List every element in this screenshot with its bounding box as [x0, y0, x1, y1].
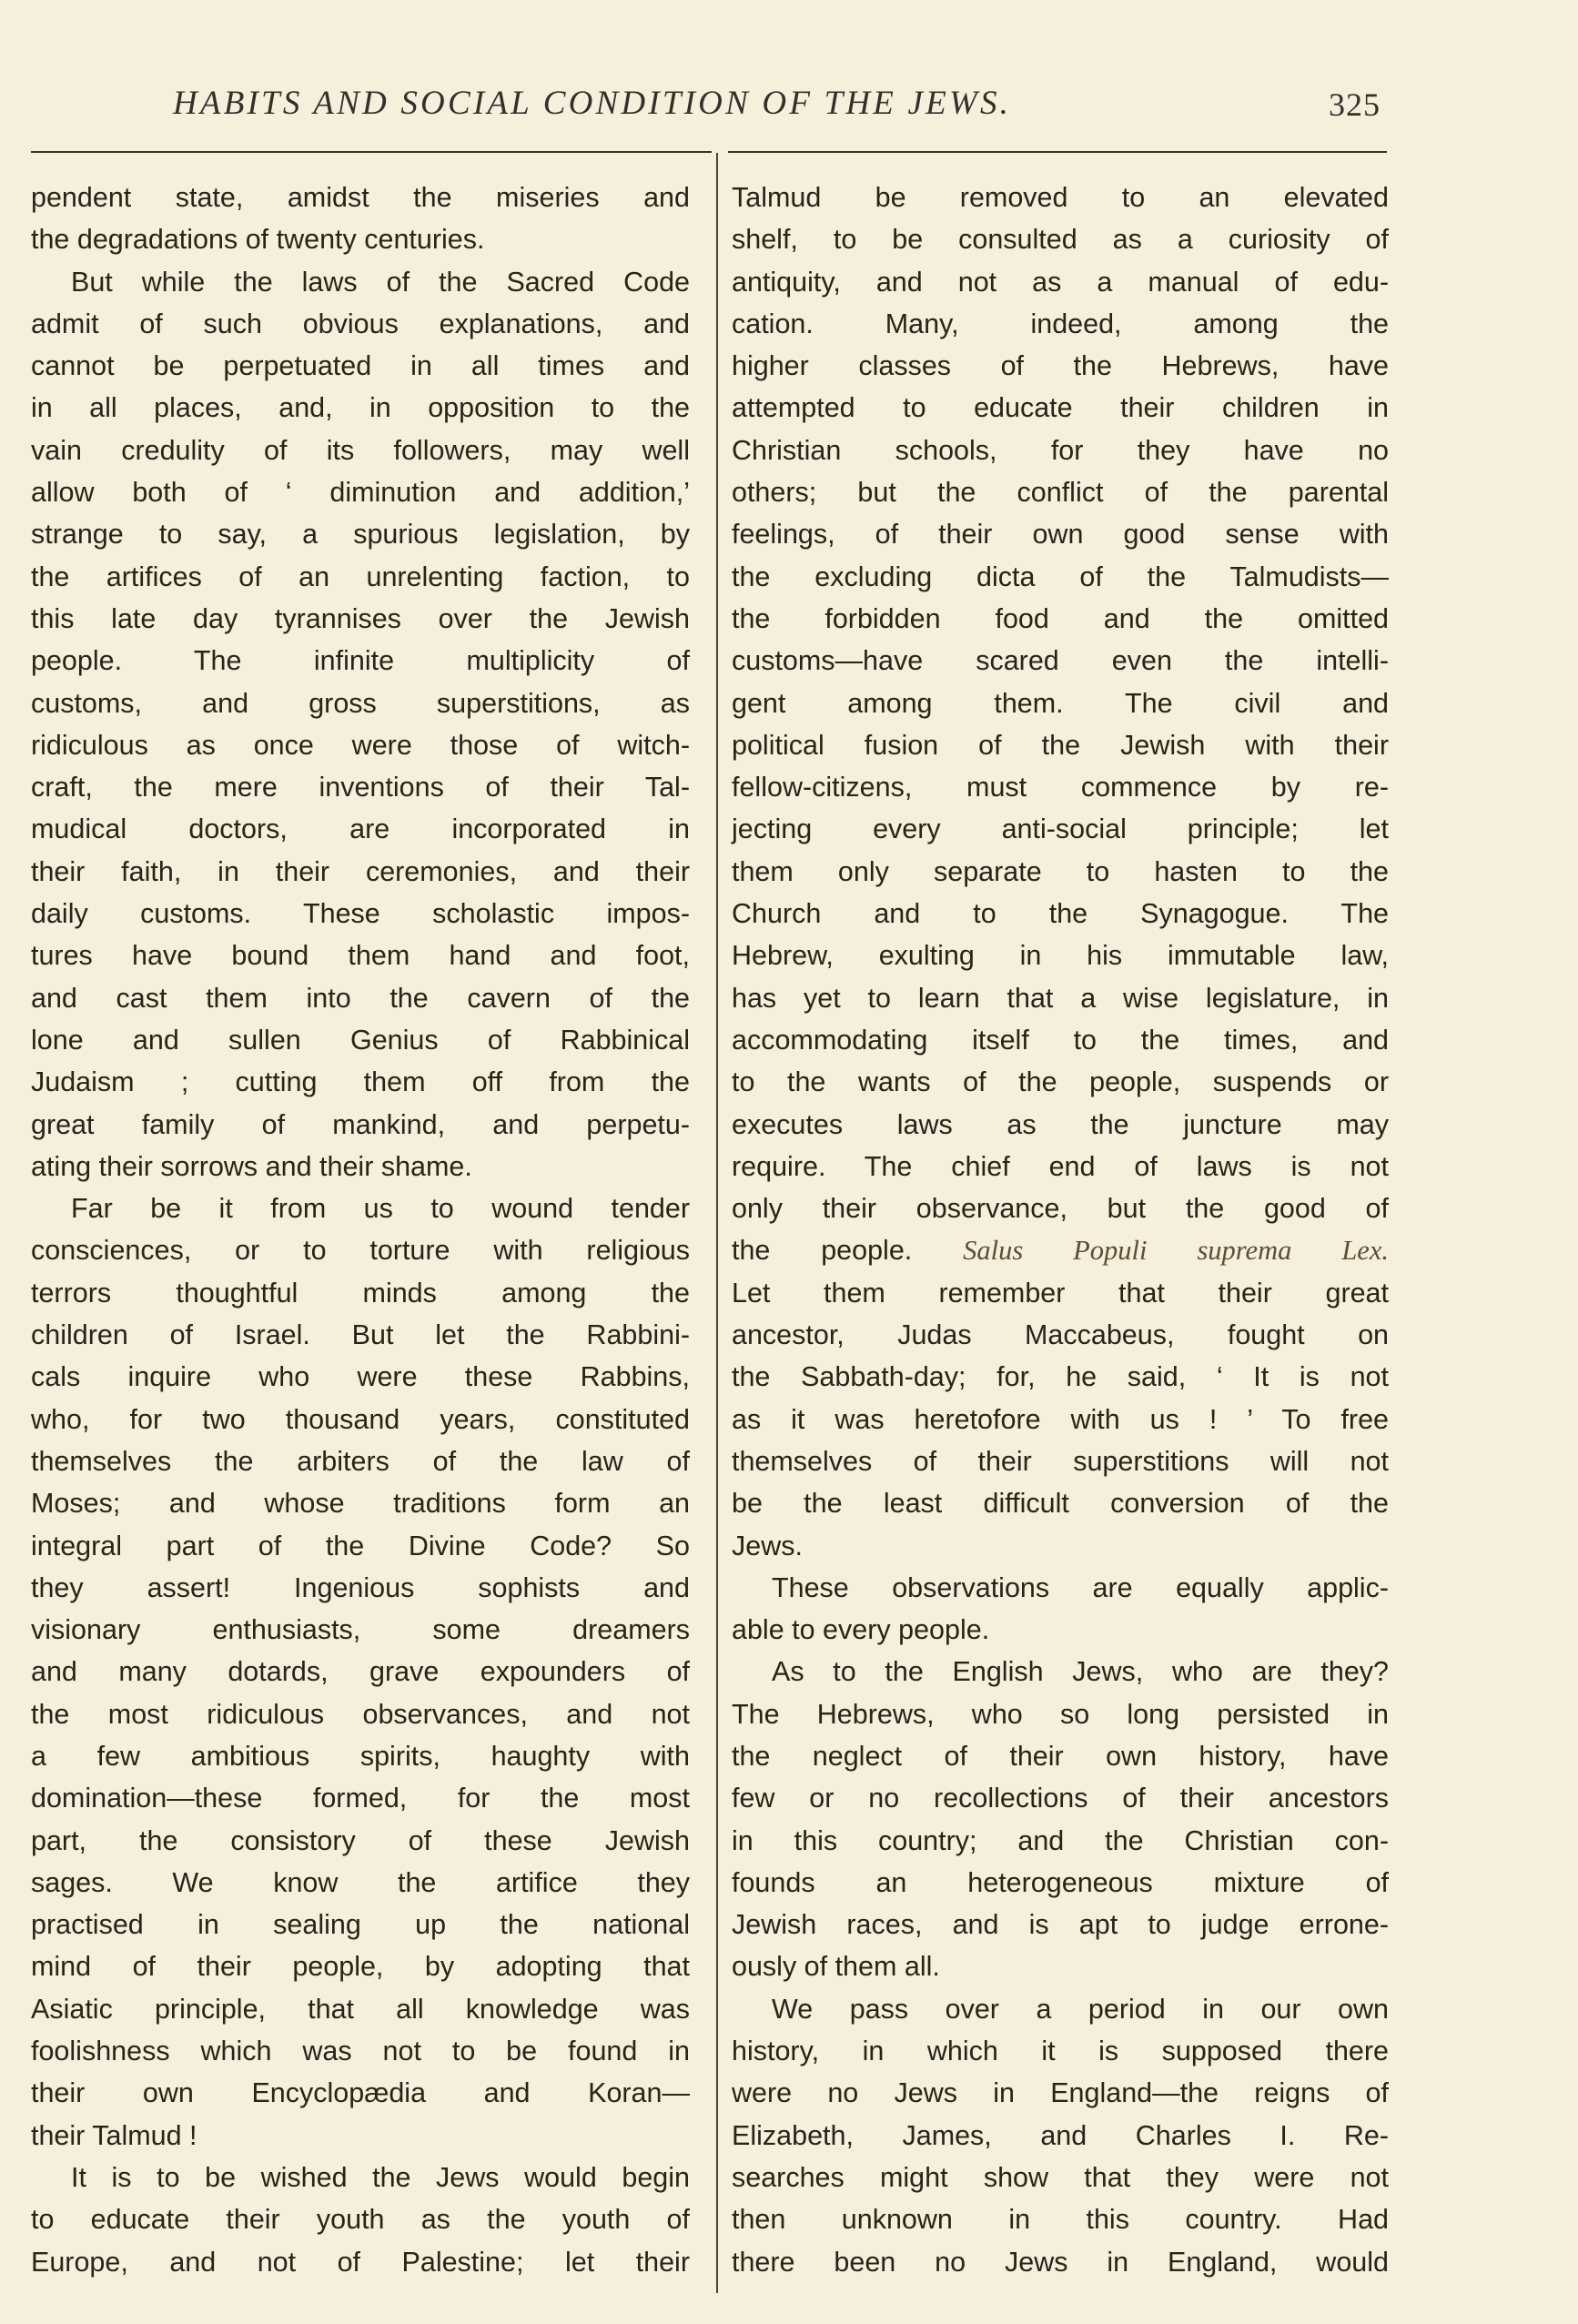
- line-text: only their observance, but the good of: [732, 1193, 1389, 1225]
- left-text-column: [31, 177, 690, 2283]
- line-text: ridiculous as once were those of witch-: [31, 729, 690, 761]
- text-line: [31, 2198, 690, 2240]
- text-line: [732, 345, 1389, 387]
- line-text: domination—these formed, for the most: [31, 1783, 690, 1814]
- text-line: [31, 2030, 690, 2072]
- line-text: they assert! Ingenious sophists and: [31, 1571, 690, 1603]
- line-text: mudical doctors, are incorporated in: [31, 813, 690, 845]
- line-text: to the wants of the people, suspends or: [732, 1066, 1389, 1098]
- text-line: [732, 977, 1389, 1019]
- text-line: [732, 387, 1389, 429]
- text-line: [732, 1356, 1389, 1398]
- text-line: [732, 1229, 1389, 1271]
- line-text: political fusion of the Jewish with their: [732, 729, 1389, 761]
- line-text: practised in sealing up the national: [31, 1909, 690, 1941]
- text-line: [31, 1019, 690, 1061]
- text-line: [31, 808, 690, 850]
- text-line: [31, 640, 690, 682]
- text-line: [732, 556, 1389, 598]
- line-text: who, for two thousand years, constituted: [31, 1403, 690, 1435]
- line-text: has yet to learn that a wise legislature, in: [732, 982, 1389, 1014]
- text-line: [732, 1482, 1389, 1524]
- line-text: in this country; and the Christian con-: [732, 1824, 1389, 1856]
- text-line: [31, 1229, 690, 1271]
- text-line: [732, 766, 1389, 808]
- line-text: jecting every anti-social principle; let: [732, 813, 1389, 845]
- line-text: pendent state, amidst the miseries and: [31, 182, 690, 213]
- line-text: require. The chief end of laws is not: [732, 1150, 1389, 1182]
- text-line: [732, 851, 1389, 893]
- text-line: [732, 2198, 1389, 2240]
- line-text: founds an heterogeneous mixture of: [732, 1866, 1389, 1898]
- line-text: foolishness which was not to be found in: [31, 2036, 690, 2067]
- line-text: were no Jews in England—the reigns of: [732, 2077, 1389, 2109]
- text-line: [31, 303, 690, 345]
- line-text: Jews.: [732, 1530, 803, 1561]
- line-text: the neglect of their own history, have: [732, 1740, 1389, 1772]
- line-text: in all places, and, in opposition to the: [31, 392, 690, 424]
- text-line: [31, 177, 690, 218]
- line-text: shelf, to be consulted as a curiosity of: [732, 224, 1389, 256]
- text-line: [732, 682, 1389, 724]
- line-text: allow both of ‘ diminution and addition,’: [31, 477, 690, 509]
- line-text: their own Encyclopædia and Koran—: [31, 2077, 690, 2109]
- text-line: [732, 1061, 1389, 1103]
- line-text: The Hebrews, who so long persisted in: [732, 1698, 1389, 1730]
- text-line: [732, 1567, 1389, 1609]
- text-line: [732, 1440, 1389, 1482]
- text-line: [31, 513, 690, 555]
- text-line: [732, 1904, 1389, 1945]
- text-line: [31, 724, 690, 766]
- line-text: We pass over a period in our own: [772, 1993, 1389, 2025]
- text-line: [732, 598, 1389, 640]
- line-text: tures have bound them hand and foot,: [31, 940, 690, 972]
- text-line: [31, 1945, 690, 1987]
- line-text: strange to say, a spurious legislation, by: [31, 519, 690, 551]
- line-text: others; but the conflict of the parental: [732, 477, 1389, 509]
- text-line: [732, 303, 1389, 345]
- page-header: [0, 84, 1578, 129]
- text-line: [732, 2241, 1389, 2283]
- line-text: higher classes of the Hebrews, have: [732, 350, 1389, 382]
- header-rule-left: [31, 151, 712, 153]
- line-text: few or no recollections of their ancestors: [732, 1783, 1389, 1814]
- right-text-column: [732, 177, 1389, 2283]
- line-text: themselves of their superstitions will not: [732, 1445, 1389, 1477]
- text-line: [732, 261, 1389, 303]
- line-text: children of Israel. But let the Rabbini-: [31, 1319, 690, 1351]
- line-text: the excluding dicta of the Talmudists—: [732, 561, 1389, 592]
- line-text: Talmud be removed to an elevated: [732, 182, 1389, 213]
- text-line: [31, 1399, 690, 1440]
- line-text: executes laws as the juncture may: [732, 1108, 1389, 1140]
- text-line: [31, 1146, 690, 1187]
- text-line: [732, 1777, 1389, 1819]
- text-line: [732, 1651, 1389, 1692]
- line-text: integral part of the Divine Code? So: [31, 1530, 690, 1561]
- line-text: Let them remember that their great: [732, 1277, 1389, 1309]
- line-text: then unknown in this country. Had: [732, 2204, 1389, 2236]
- line-text: lone and sullen Genius of Rabbinical: [31, 1024, 690, 1056]
- line-text: Europe, and not of Palestine; let their: [31, 2246, 690, 2278]
- line-text: customs, and gross superstitions, as: [31, 687, 690, 719]
- text-line: [31, 556, 690, 598]
- text-line: [31, 1693, 690, 1735]
- line-text: daily customs. These scholastic impos-: [31, 898, 690, 930]
- page-number: 325: [1329, 86, 1381, 123]
- line-text: the forbidden food and the omitted: [732, 602, 1389, 634]
- text-line: [732, 429, 1389, 471]
- line-text: as it was heretofore with us ! ’ To free: [732, 1403, 1389, 1435]
- text-line: [31, 1482, 690, 1524]
- line-text: consciences, or to torture with religious: [31, 1235, 690, 1267]
- line-text: ously of them all.: [732, 1951, 940, 1983]
- text-line: [31, 1525, 690, 1567]
- line-text: cation. Many, indeed, among the: [732, 308, 1389, 339]
- text-line: [31, 766, 690, 808]
- latin-maxim: Salus Populi suprema Lex.: [963, 1235, 1389, 1267]
- line-text: visionary enthusiasts, some dreamers: [31, 1614, 690, 1646]
- text-line: [732, 1104, 1389, 1146]
- text-line: [732, 2157, 1389, 2198]
- line-text: vain credulity of its followers, may well: [31, 434, 690, 466]
- line-text: Church and to the Synagogue. The: [732, 898, 1389, 930]
- line-text: great family of mankind, and perpetu-: [31, 1108, 690, 1140]
- line-text: It is to be wished the Jews would begin: [71, 2161, 690, 2193]
- text-line: [31, 1567, 690, 1609]
- line-text: Jewish races, and is apt to judge errone-: [732, 1909, 1389, 1941]
- text-line: [31, 598, 690, 640]
- text-line: [732, 2030, 1389, 2072]
- text-line: [31, 977, 690, 1019]
- text-line: [732, 808, 1389, 850]
- line-text: Far be it from us to wound tender: [71, 1193, 690, 1225]
- text-line: [732, 1945, 1389, 1987]
- line-text: cannot be perpetuated in all times and: [31, 350, 690, 382]
- text-line: [732, 2072, 1389, 2114]
- text-line: [31, 851, 690, 893]
- text-line: [732, 1609, 1389, 1651]
- text-line: [732, 724, 1389, 766]
- header-rule-right: [728, 151, 1387, 153]
- line-text: to educate their youth as the youth of: [31, 2204, 690, 2236]
- text-line: [31, 429, 690, 471]
- line-text: be the least difficult conversion of the: [732, 1488, 1389, 1520]
- text-line: [31, 935, 690, 976]
- line-text: antiquity, and not as a manual of edu-: [732, 266, 1389, 298]
- text-line: [31, 218, 690, 260]
- line-text: people. The infinite multiplicity of: [31, 645, 690, 677]
- text-line: [31, 1061, 690, 1103]
- text-line: [31, 1187, 690, 1229]
- line-text: customs—have scared even the intelli-: [732, 645, 1389, 677]
- text-line: [31, 1820, 690, 1862]
- text-line: [31, 2115, 690, 2157]
- text-line: [732, 640, 1389, 682]
- line-text: terrors thoughtful minds among the: [31, 1277, 690, 1309]
- line-text: part, the consistory of these Jewish: [31, 1824, 690, 1856]
- text-line: [31, 1356, 690, 1398]
- text-line: [31, 261, 690, 303]
- text-line: [732, 935, 1389, 976]
- text-line: [732, 218, 1389, 260]
- text-line: [31, 2072, 690, 2114]
- line-text: Moses; and whose traditions form an: [31, 1488, 690, 1520]
- line-text: this late day tyrannises over the Jewish: [31, 602, 690, 634]
- column-divider: [716, 153, 718, 2293]
- text-line: [732, 1693, 1389, 1735]
- text-line: [31, 682, 690, 724]
- text-line: [31, 1735, 690, 1777]
- text-line: [732, 1399, 1389, 1440]
- text-line: [732, 1146, 1389, 1187]
- line-text: ancestor, Judas Maccabeus, fought on: [732, 1319, 1389, 1351]
- text-line: [31, 1609, 690, 1651]
- text-line: [31, 471, 690, 513]
- line-text: mind of their people, by adopting that: [31, 1951, 690, 1983]
- line-text: gent among them. The civil and: [732, 687, 1389, 719]
- line-text: Christian schools, for they have no: [732, 434, 1389, 466]
- line-text: their faith, in their ceremonies, and their: [31, 855, 690, 887]
- text-line: [31, 1104, 690, 1146]
- line-text: fellow-citizens, must commence by re-: [732, 772, 1389, 803]
- line-text: there been no Jews in England, would: [732, 2246, 1389, 2278]
- line-text: craft, the mere inventions of their Tal-: [31, 772, 690, 803]
- line-text: the degradations of twenty centuries.: [31, 224, 485, 256]
- line-text: Asiatic principle, that all knowledge was: [31, 1993, 690, 2025]
- line-text: a few ambitious spirits, haughty with: [31, 1740, 690, 1772]
- line-text: searches might show that they were not: [732, 2161, 1389, 2193]
- text-line: [31, 345, 690, 387]
- text-line: [31, 1272, 690, 1314]
- line-text: history, in which it is supposed there: [732, 2036, 1389, 2067]
- text-line: [31, 1988, 690, 2030]
- line-text: able to every people.: [732, 1614, 990, 1646]
- text-line: [732, 893, 1389, 935]
- line-text: sages. We know the artifice they: [31, 1866, 690, 1898]
- line-text: As to the English Jews, who are they?: [772, 1656, 1389, 1688]
- running-title: HABITS AND SOCIAL CONDITION OF THE JEWS.: [173, 85, 1012, 122]
- line-text: the artifices of an unrelenting faction, to: [31, 561, 690, 592]
- text-line: [31, 387, 690, 429]
- text-line: [732, 177, 1389, 218]
- text-line: [31, 1862, 690, 1904]
- text-line: [732, 1820, 1389, 1862]
- line-text: accommodating itself to the times, and: [732, 1024, 1389, 1056]
- line-text: and many dotards, grave expounders of: [31, 1656, 690, 1688]
- line-text: the most ridiculous observances, and not: [31, 1698, 690, 1730]
- text-line: [31, 2157, 690, 2198]
- line-text: themselves the arbiters of the law of: [31, 1445, 690, 1477]
- line-text: ating their sorrows and their shame.: [31, 1150, 472, 1182]
- text-line: [732, 1735, 1389, 1777]
- text-line: [732, 1314, 1389, 1356]
- line-text: the Sabbath-day; for, he said, ‘ It is not: [732, 1361, 1389, 1393]
- text-line: [31, 893, 690, 935]
- line-text: feelings, of their own good sense with: [732, 519, 1389, 551]
- text-line: [732, 1862, 1389, 1904]
- text-line: [732, 1272, 1389, 1314]
- text-line: [732, 2115, 1389, 2157]
- line-text: Elizabeth, James, and Charles I. Re-: [732, 2119, 1389, 2151]
- line-text: These observations are equally applic-: [772, 1571, 1389, 1603]
- line-text: But while the laws of the Sacred Code: [71, 266, 690, 298]
- text-line: [732, 1988, 1389, 2030]
- line-text: Hebrew, exulting in his immutable law,: [732, 940, 1389, 972]
- text-line: [732, 1187, 1389, 1229]
- text-line: [31, 1314, 690, 1356]
- line-text: admit of such obvious explanations, and: [31, 308, 690, 339]
- text-line: [732, 1525, 1389, 1567]
- line-text: cals inquire who were these Rabbins,: [31, 1361, 690, 1393]
- text-line: [732, 1019, 1389, 1061]
- line-text: them only separate to hasten to the: [732, 855, 1389, 887]
- text-line: [31, 1651, 690, 1692]
- line-text: and cast them into the cavern of the: [31, 982, 690, 1014]
- text-line: [31, 1904, 690, 1945]
- text-line: [31, 2241, 690, 2283]
- line-text: attempted to educate their children in: [732, 392, 1389, 424]
- line-text: the people.: [732, 1235, 913, 1267]
- text-line: [31, 1440, 690, 1482]
- text-line: [732, 513, 1389, 555]
- text-line: [732, 471, 1389, 513]
- text-line: [31, 1777, 690, 1819]
- line-text: Judaism ; cutting them off from the: [31, 1066, 690, 1098]
- line-text: their Talmud !: [31, 2119, 197, 2151]
